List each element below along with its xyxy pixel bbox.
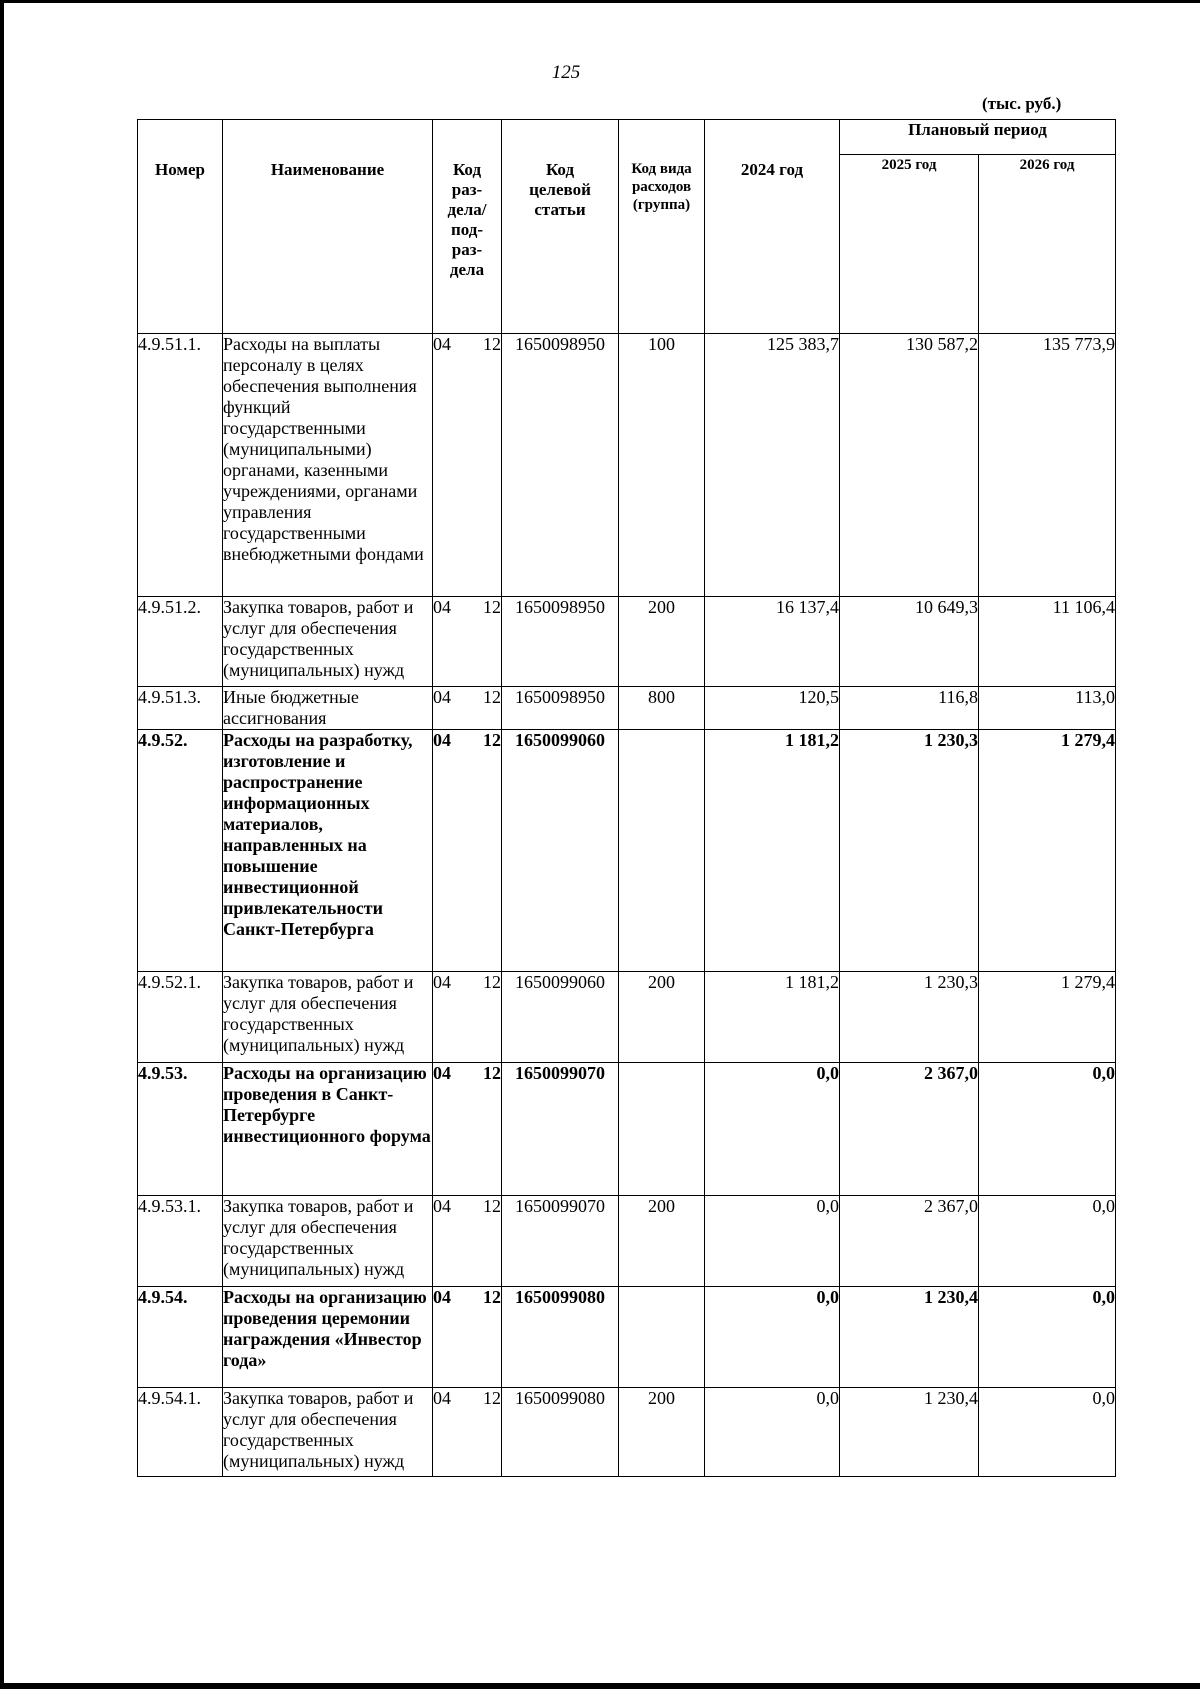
header-kod-vida: Код вида расходов (группа) (619, 120, 705, 334)
units-label: (тыс. руб.) (982, 94, 1062, 113)
table-row (138, 597, 1116, 687)
cell-2026: 113,0 (979, 687, 1116, 730)
cell-2024: 120,5 (705, 687, 840, 730)
cell-kod-razdela (433, 1287, 502, 1388)
cell-naimenovanie: Закупка товаров, работ и услуг для обеспечения государственных (муниципальных) нужд (223, 972, 433, 1063)
cell-razdel: 04 (433, 1196, 451, 1216)
cell-razdel: 04 (433, 687, 451, 707)
cell-naimenovanie: Закупка товаров, работ и услуг для обеспечения государственных (муниципальных) нужд (223, 1388, 433, 1477)
scan-edge-left (0, 0, 4, 1689)
cell-razdel: 04 (433, 1063, 451, 1083)
cell-naimenovanie: Расходы на организацию проведения церемонии награждения «Инвестор года» (223, 1287, 433, 1388)
cell-kod-vida: 200 (619, 597, 705, 687)
cell-kod-razdela (433, 334, 502, 597)
table-row (138, 1063, 1116, 1196)
header-naimenovanie: Наименование (223, 120, 433, 334)
header-2025: 2025 год (840, 155, 979, 334)
cell-2026: 0,0 (979, 1063, 1116, 1196)
cell-podrazdel: 12 (483, 1063, 501, 1083)
cell-nomer: 4.9.52. (138, 730, 223, 972)
cell-razdel: 04 (433, 597, 451, 617)
page-number: 125 (551, 62, 581, 83)
cell-nomer: 4.9.53.1. (138, 1196, 223, 1287)
cell-razdel: 04 (433, 334, 451, 354)
cell-2024: 1 181,2 (705, 972, 840, 1063)
cell-naimenovanie: Расходы на организацию проведения в Санкт-Петербурге инвестиционного форума (223, 1063, 433, 1196)
cell-razdel: 04 (433, 730, 451, 750)
cell-kod-vida: 800 (619, 687, 705, 730)
cell-nomer: 4.9.51.2. (138, 597, 223, 687)
cell-2024: 0,0 (705, 1388, 840, 1477)
table-row (138, 1388, 1116, 1477)
header-2026: 2026 год (979, 155, 1116, 334)
cell-podrazdel: 12 (483, 687, 501, 707)
table-row (138, 1196, 1116, 1287)
cell-razdel: 04 (433, 1287, 451, 1307)
cell-nomer: 4.9.54. (138, 1287, 223, 1388)
cell-kod-vida (619, 730, 705, 972)
cell-naimenovanie: Расходы на выплаты персоналу в целях обеспечения выполнения функций государственными (муниципальными) органами, казенными учреждениями, органами управления государственными внебюджетными фондами (223, 334, 433, 597)
scan-edge-bottom (0, 1683, 1200, 1689)
table-row (138, 334, 1116, 597)
table-row (138, 1287, 1116, 1388)
header-nomer: Номер (138, 120, 223, 334)
cell-2026: 11 106,4 (979, 597, 1116, 687)
cell-kod-celevoi: 1650099070 (502, 1196, 619, 1287)
cell-2026: 1 279,4 (979, 972, 1116, 1063)
cell-kod-vida: 100 (619, 334, 705, 597)
cell-2026: 135 773,9 (979, 334, 1116, 597)
cell-podrazdel: 12 (483, 334, 501, 354)
cell-2024: 1 181,2 (705, 730, 840, 972)
cell-kod-celevoi: 1650098950 (502, 334, 619, 597)
cell-kod-razdela (433, 1063, 502, 1196)
cell-nomer: 4.9.51.1. (138, 334, 223, 597)
table-row (138, 687, 1116, 730)
cell-kod-celevoi: 1650099060 (502, 730, 619, 972)
cell-2024: 0,0 (705, 1063, 840, 1196)
cell-2024: 16 137,4 (705, 597, 840, 687)
header-row (138, 120, 1116, 155)
cell-2026: 0,0 (979, 1287, 1116, 1388)
table-row (138, 730, 1116, 972)
cell-nomer: 4.9.51.3. (138, 687, 223, 730)
cell-2025: 1 230,3 (840, 972, 979, 1063)
cell-2026: 1 279,4 (979, 730, 1116, 972)
header-planovyi-period: Плановый период (840, 120, 1116, 155)
cell-kod-razdela (433, 687, 502, 730)
cell-2025: 1 230,4 (840, 1388, 979, 1477)
cell-kod-razdela (433, 730, 502, 972)
cell-podrazdel: 12 (483, 597, 501, 617)
cell-kod-razdela (433, 972, 502, 1063)
cell-podrazdel: 12 (483, 1287, 501, 1307)
cell-2024: 0,0 (705, 1196, 840, 1287)
cell-podrazdel: 12 (483, 730, 501, 750)
cell-2026: 0,0 (979, 1388, 1116, 1477)
cell-kod-celevoi: 1650098950 (502, 597, 619, 687)
cell-naimenovanie: Расходы на разработку, изготовление и распространение информационных материалов, направленных на повышение инвестиционной привлекательности Санкт-Петербурга (223, 730, 433, 972)
cell-nomer: 4.9.54.1. (138, 1388, 223, 1477)
cell-2025: 130 587,2 (840, 334, 979, 597)
header-2024: 2024 год (705, 120, 840, 334)
cell-kod-celevoi: 1650099080 (502, 1287, 619, 1388)
cell-kod-celevoi: 1650099080 (502, 1388, 619, 1477)
cell-kod-celevoi: 1650098950 (502, 687, 619, 730)
cell-nomer: 4.9.52.1. (138, 972, 223, 1063)
cell-2024: 125 383,7 (705, 334, 840, 597)
cell-kod-vida: 200 (619, 972, 705, 1063)
cell-kod-vida: 200 (619, 1388, 705, 1477)
cell-2025: 2 367,0 (840, 1196, 979, 1287)
cell-kod-celevoi: 1650099070 (502, 1063, 619, 1196)
cell-2025: 116,8 (840, 687, 979, 730)
cell-kod-razdela (433, 1388, 502, 1477)
cell-naimenovanie: Иные бюджетные ассигнования (223, 687, 433, 730)
budget-table (137, 119, 1116, 1477)
header-kod-celevoi: Код целевой статьи (502, 120, 619, 334)
cell-razdel: 04 (433, 972, 451, 992)
scan-mark (60, 0, 98, 2)
cell-kod-vida: 200 (619, 1196, 705, 1287)
cell-kod-razdela (433, 597, 502, 687)
cell-podrazdel: 12 (483, 1388, 501, 1408)
cell-2025: 1 230,4 (840, 1287, 979, 1388)
cell-razdel: 04 (433, 1388, 451, 1408)
cell-2025: 1 230,3 (840, 730, 979, 972)
table-row (138, 972, 1116, 1063)
scan-mark (175, 0, 195, 2)
cell-kod-celevoi: 1650099060 (502, 972, 619, 1063)
cell-podrazdel: 12 (483, 972, 501, 992)
cell-naimenovanie: Закупка товаров, работ и услуг для обеспечения государственных (муниципальных) нужд (223, 597, 433, 687)
cell-podrazdel: 12 (483, 1196, 501, 1216)
cell-2026: 0,0 (979, 1196, 1116, 1287)
cell-naimenovanie: Закупка товаров, работ и услуг для обеспечения государственных (муниципальных) нужд (223, 1196, 433, 1287)
header-kod-razdela: Код раз-дела/ под-раз-дела (433, 120, 502, 334)
cell-2025: 10 649,3 (840, 597, 979, 687)
cell-2024: 0,0 (705, 1287, 840, 1388)
cell-nomer: 4.9.53. (138, 1063, 223, 1196)
cell-kod-vida (619, 1287, 705, 1388)
cell-kod-vida (619, 1063, 705, 1196)
cell-kod-razdela (433, 1196, 502, 1287)
cell-2025: 2 367,0 (840, 1063, 979, 1196)
